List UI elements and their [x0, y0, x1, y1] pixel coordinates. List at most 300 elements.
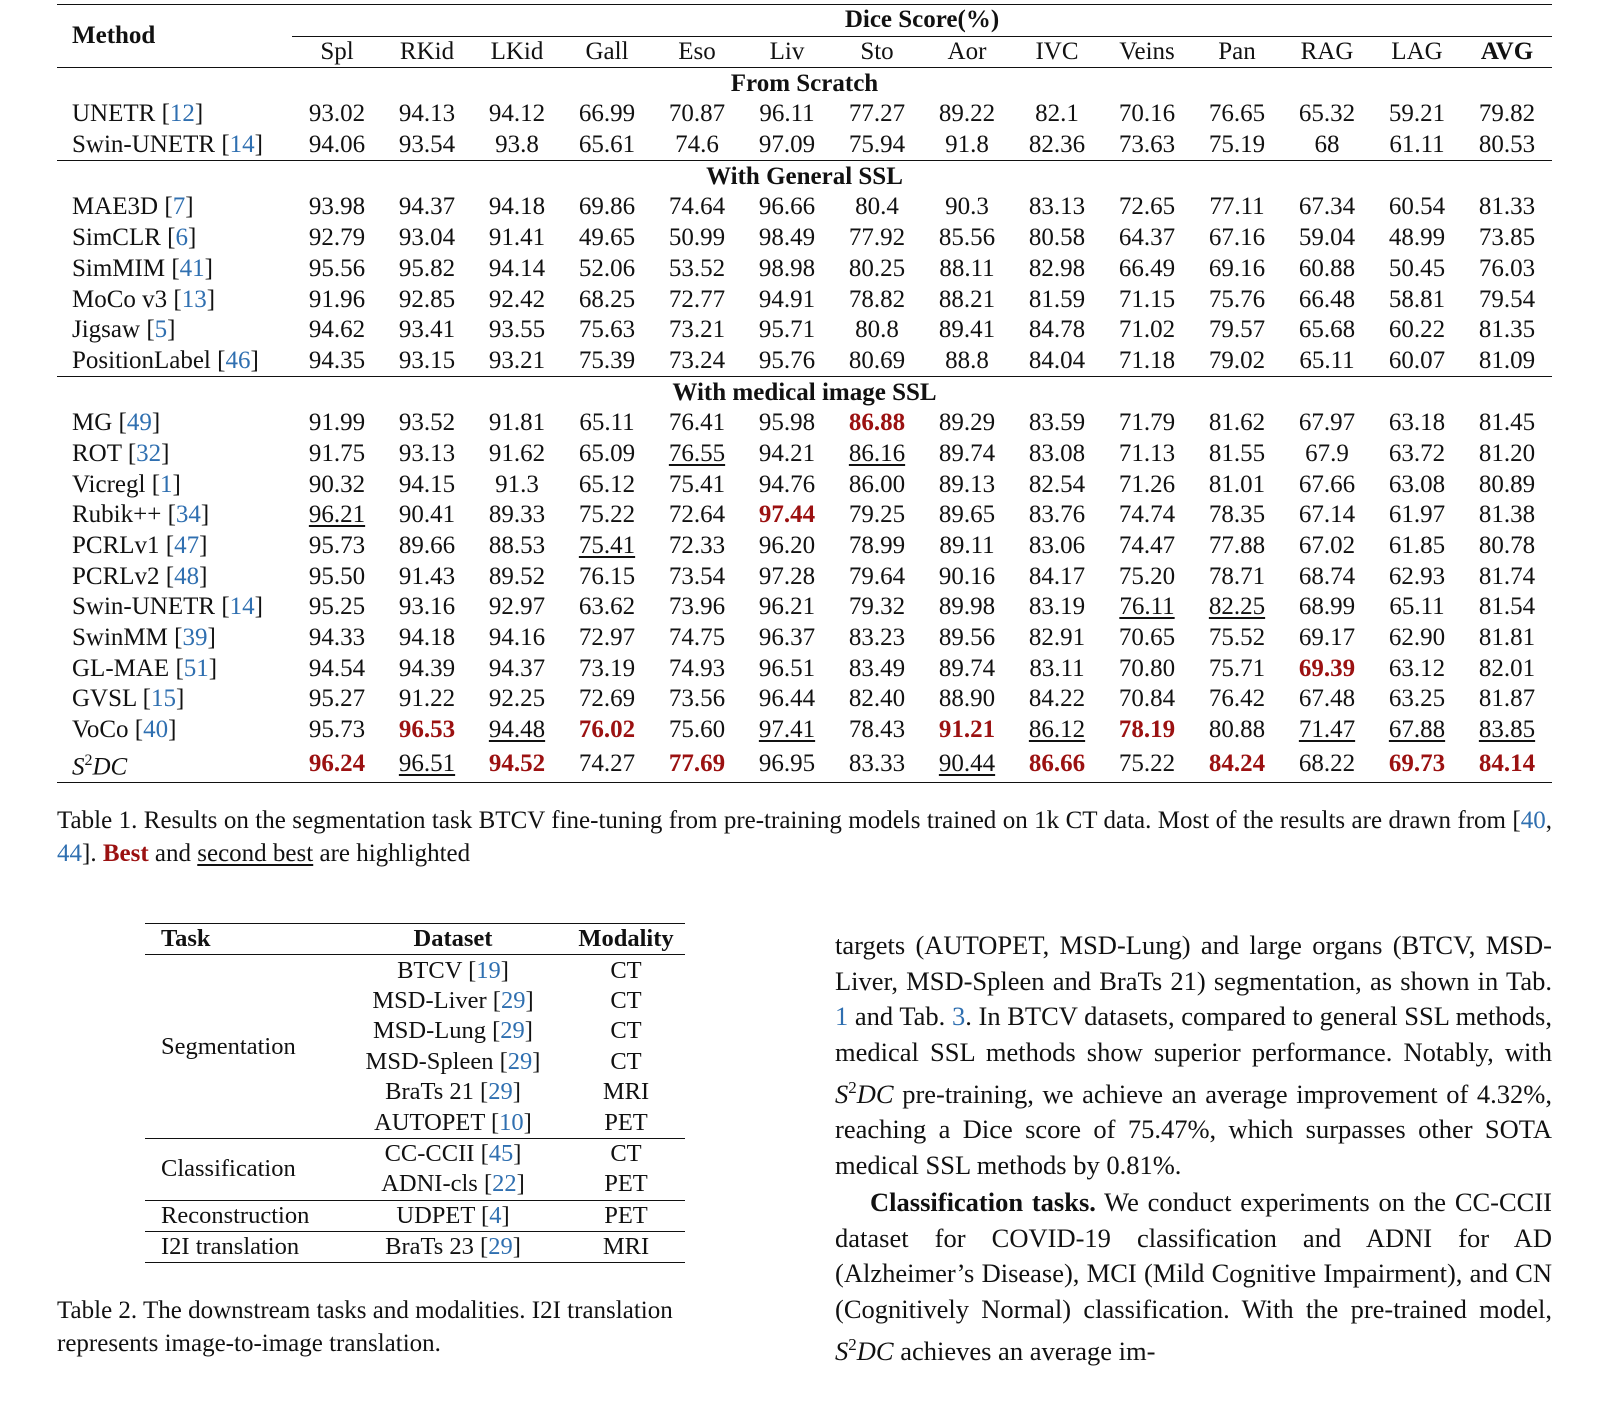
- score-cell: 81.62: [1208, 409, 1266, 437]
- table-row: [57, 561, 1552, 592]
- citation-link[interactable]: 7: [172, 193, 186, 221]
- score-cell: 94.48: [488, 716, 546, 744]
- score-cell: 66.99: [578, 100, 636, 128]
- score-cell: 89.13: [938, 470, 996, 498]
- score-cell: 83.13: [1028, 193, 1086, 221]
- score-cell: 95.56: [308, 254, 366, 282]
- citation-link[interactable]: 12: [169, 100, 195, 128]
- score-cell: 90.32: [308, 470, 366, 498]
- score-cell: 53.52: [668, 254, 726, 282]
- score-cell: 63.62: [578, 593, 636, 621]
- score-cell: 88.21: [938, 285, 996, 313]
- score-cell: 95.73: [308, 716, 366, 744]
- score-cell: 63.12: [1388, 654, 1446, 682]
- score-cell: 81.09: [1478, 346, 1536, 374]
- score-cell: 71.18: [1118, 346, 1176, 374]
- score-cell: 96.51: [758, 654, 816, 682]
- table-row: [57, 592, 1552, 623]
- score-cell: 86.12: [1028, 716, 1086, 744]
- score-cell: 93.16: [398, 593, 456, 621]
- score-cell: 60.07: [1388, 346, 1446, 374]
- citation-link[interactable]: 29: [488, 1233, 513, 1261]
- method-name: GVSL [15]: [72, 685, 185, 713]
- score-cell: 91.99: [308, 409, 366, 437]
- score-cell: 74.27: [562, 746, 652, 783]
- score-cell: 94.18: [398, 624, 456, 652]
- dataset-cell: MSD-Spleen [29]: [365, 1047, 541, 1075]
- score-cell: 81.74: [1478, 562, 1536, 590]
- paragraph: Classification tasks. We conduct experiments on the CC-CCII dataset for COVID-19 classification and ADNI for AD (Alzheimer’s Disease), MCI (Mild Cognitive Impairment), and CN (Cognitively Normal) classification. With the pre-trained model, $S^2DC$ achieves an average im-: [835, 1187, 1552, 1367]
- score-cell: 72.64: [668, 501, 726, 529]
- method-name: MAE3D [7]: [72, 193, 194, 221]
- method-header: Method: [57, 5, 292, 68]
- score-cell: 69.86: [578, 193, 636, 221]
- score-cell: 82.01: [1478, 654, 1536, 682]
- score-cell: 89.65: [938, 501, 996, 529]
- task-cell: Segmentation: [161, 1032, 296, 1060]
- score-cell: 76.42: [1208, 685, 1266, 713]
- score-cell: 70.65: [1118, 624, 1176, 652]
- score-cell: 80.4: [855, 193, 899, 221]
- score-cell: 75.22: [1102, 746, 1192, 783]
- method-name: SimCLR [6]: [72, 224, 197, 252]
- table-row: [57, 315, 1552, 346]
- score-cell: 71.26: [1118, 470, 1176, 498]
- score-cell: 89.66: [398, 532, 456, 560]
- score-cell: 91.62: [488, 439, 546, 467]
- table-row: [57, 653, 1552, 684]
- column-header: Spl: [320, 38, 354, 66]
- score-cell: 78.71: [1208, 562, 1266, 590]
- score-cell: 96.51: [382, 746, 472, 783]
- column-header: Sto: [860, 38, 894, 66]
- score-cell: 74.6: [675, 131, 719, 159]
- score-cell: 79.54: [1478, 285, 1536, 313]
- score-cell: 95.73: [308, 532, 366, 560]
- score-cell: 67.14: [1298, 501, 1356, 529]
- score-cell: 76.11: [1119, 593, 1175, 621]
- score-cell: 89.52: [488, 562, 546, 590]
- score-cell: 68.25: [578, 285, 636, 313]
- score-cell: 83.59: [1028, 409, 1086, 437]
- score-cell: 63.25: [1388, 685, 1446, 713]
- modality-header: Modality: [567, 924, 685, 955]
- score-cell: 72.65: [1118, 193, 1176, 221]
- table-row: [57, 531, 1552, 562]
- score-cell: 74.75: [668, 624, 726, 652]
- score-cell: 96.20: [758, 532, 816, 560]
- score-cell: 74.74: [1118, 501, 1176, 529]
- task-cell: Reconstruction: [145, 1200, 339, 1231]
- score-cell: 75.52: [1208, 624, 1266, 652]
- score-cell: 94.37: [488, 654, 546, 682]
- score-cell: 97.44: [758, 501, 816, 529]
- score-cell: 93.54: [398, 131, 456, 159]
- method-name: UNETR [12]: [72, 100, 204, 128]
- citation-link[interactable]: 29: [488, 1078, 513, 1106]
- citation-link[interactable]: 41: [179, 254, 205, 282]
- score-cell: 65.11: [1389, 593, 1445, 621]
- score-cell: 78.82: [848, 285, 906, 313]
- score-cell: 94.18: [488, 193, 546, 221]
- column-header: Eso: [678, 38, 716, 66]
- score-cell: 73.24: [668, 346, 726, 374]
- citation-link[interactable]: 29: [507, 1047, 533, 1075]
- score-cell: 48.99: [1388, 224, 1446, 252]
- citation-link[interactable]: 29: [500, 1017, 525, 1045]
- score-cell: 89.74: [938, 654, 996, 682]
- score-cell: 59.21: [1388, 100, 1446, 128]
- table-row: [145, 1138, 685, 1169]
- score-cell: 76.55: [668, 439, 726, 467]
- score-cell: 84.24: [1192, 746, 1282, 783]
- score-cell: 84.14: [1462, 746, 1552, 783]
- score-cell: 75.41: [578, 532, 636, 560]
- score-cell: 68.99: [1298, 593, 1356, 621]
- method-name: PositionLabel [46]: [72, 346, 259, 374]
- score-cell: 94.37: [398, 193, 456, 221]
- score-cell: 83.85: [1478, 716, 1536, 744]
- citation-link[interactable]: 6: [175, 224, 188, 252]
- score-cell: 65.61: [578, 131, 636, 159]
- score-cell: 96.11: [759, 100, 815, 128]
- score-cell: 65.09: [578, 439, 636, 467]
- score-cell: 90.41: [398, 501, 456, 529]
- score-cell: 94.06: [308, 131, 366, 159]
- score-cell: 80.88: [1208, 716, 1266, 744]
- score-cell: 71.47: [1298, 716, 1356, 744]
- method-name: Jigsaw [5]: [72, 316, 176, 344]
- method-name: PCRLv1 [47]: [72, 532, 208, 560]
- score-cell: 96.37: [758, 624, 816, 652]
- column-header: LKid: [490, 38, 544, 66]
- score-cell: 68.22: [1282, 746, 1372, 783]
- score-cell: 86.66: [1012, 746, 1102, 783]
- score-cell: 76.02: [578, 716, 636, 744]
- score-cell: 94.52: [472, 746, 562, 783]
- score-cell: 70.84: [1118, 685, 1176, 713]
- score-cell: 73.21: [668, 316, 726, 344]
- table-row: [145, 1231, 685, 1262]
- score-cell: 78.99: [848, 532, 906, 560]
- score-cell: 79.64: [848, 562, 906, 590]
- score-cell: 75.22: [578, 501, 636, 529]
- score-cell: 91.75: [308, 439, 366, 467]
- modality-cell: MRI: [602, 1078, 650, 1106]
- score-cell: 75.60: [668, 716, 726, 744]
- score-cell: 90.3: [945, 193, 989, 221]
- column-header: Pan: [1218, 38, 1256, 66]
- score-cell: 82.36: [1028, 131, 1086, 159]
- column-header: RKid: [399, 38, 455, 66]
- citation-link[interactable]: 14: [229, 593, 255, 621]
- score-cell: 88.8: [945, 346, 989, 374]
- table-row: [57, 439, 1552, 470]
- modality-cell: CT: [610, 956, 642, 984]
- score-cell: 80.78: [1478, 532, 1536, 560]
- second-best-legend: second best: [197, 840, 314, 867]
- score-cell: 96.53: [398, 716, 456, 744]
- score-cell: 92.25: [488, 685, 546, 713]
- score-cell: 96.24: [292, 746, 382, 783]
- score-cell: 81.45: [1478, 409, 1536, 437]
- score-cell: 75.71: [1208, 654, 1266, 682]
- dataset-cell: CC-CCII [45]: [339, 1138, 567, 1169]
- modality-cell: CT: [610, 1047, 642, 1075]
- tasks-table-body: [145, 955, 685, 1263]
- score-cell: 88.11: [939, 254, 995, 282]
- modality-cell: CT: [567, 1138, 685, 1169]
- results-table-body: [57, 68, 1552, 782]
- score-cell: 72.97: [578, 624, 636, 652]
- score-cell: 93.04: [398, 224, 456, 252]
- score-cell: 74.64: [668, 193, 726, 221]
- score-cell: 97.28: [758, 562, 816, 590]
- score-cell: 65.12: [578, 470, 636, 498]
- citation-link[interactable]: 15: [150, 685, 176, 713]
- score-cell: 69.73: [1372, 746, 1462, 783]
- score-cell: 67.34: [1298, 193, 1356, 221]
- column-header: AVG: [1480, 38, 1534, 66]
- score-cell: 93.02: [308, 100, 366, 128]
- score-cell: 86.00: [848, 470, 906, 498]
- paragraph-heading: Classification tasks.: [870, 1187, 1096, 1218]
- method-name: MoCo v3 [13]: [72, 285, 216, 313]
- table-row: [57, 346, 1552, 377]
- citation-link[interactable]: 10: [499, 1108, 524, 1136]
- column-header: Gall: [585, 38, 629, 66]
- score-cell: 77.69: [652, 746, 742, 783]
- table-row: [57, 223, 1552, 254]
- method-name: $S^2DC$: [57, 746, 292, 783]
- score-cell: 69.16: [1208, 254, 1266, 282]
- score-cell: 60.88: [1298, 254, 1356, 282]
- score-cell: 75.19: [1208, 131, 1266, 159]
- score-cell: 67.66: [1298, 470, 1356, 498]
- method-name: GL-MAE [51]: [72, 654, 218, 682]
- score-cell: 81.38: [1478, 501, 1536, 529]
- score-cell: 70.80: [1118, 654, 1176, 682]
- citation-link[interactable]: 32: [136, 439, 162, 467]
- score-cell: 77.88: [1208, 532, 1266, 560]
- dataset-cell: BraTs 23 [29]: [339, 1231, 567, 1262]
- citation-link[interactable]: 44: [57, 840, 82, 867]
- score-cell: 91.3: [495, 470, 539, 498]
- score-cell: 83.08: [1028, 439, 1086, 467]
- score-cell: 91.21: [938, 716, 996, 744]
- score-cell: 81.20: [1478, 439, 1536, 467]
- citation-link[interactable]: 46: [225, 346, 251, 374]
- score-cell: 89.33: [488, 501, 546, 529]
- score-cell: 94.15: [398, 470, 456, 498]
- method-name: $S^2DC$: [835, 1078, 894, 1109]
- score-cell: 95.98: [758, 409, 816, 437]
- citation-link[interactable]: 34: [175, 501, 201, 529]
- table-row: [57, 715, 1552, 746]
- score-cell: 78.43: [848, 716, 906, 744]
- method-name: Swin-UNETR [14]: [72, 593, 263, 621]
- dataset-header: Dataset: [339, 924, 567, 955]
- method-name: Rubik++ [34]: [72, 501, 210, 529]
- score-cell: 68.74: [1298, 562, 1356, 590]
- score-cell: 88.53: [488, 532, 546, 560]
- score-cell: 95.25: [308, 593, 366, 621]
- score-cell: 93.21: [488, 346, 546, 374]
- citation-link[interactable]: 45: [488, 1139, 514, 1167]
- score-cell: 70.16: [1118, 100, 1176, 128]
- score-cell: 68: [1314, 131, 1340, 159]
- score-cell: 89.22: [938, 100, 996, 128]
- score-cell: 94.21: [758, 439, 816, 467]
- citation-link[interactable]: 29: [500, 986, 526, 1014]
- score-cell: 81.54: [1478, 593, 1536, 621]
- score-cell: 81.35: [1478, 316, 1536, 344]
- section-header: With medical image SSL: [57, 377, 1552, 408]
- score-cell: 79.25: [848, 501, 906, 529]
- score-cell: 63.08: [1388, 470, 1446, 498]
- score-cell: 97.09: [758, 131, 816, 159]
- results-table: [57, 4, 1552, 783]
- citation-link[interactable]: 4: [489, 1201, 502, 1229]
- score-cell: 96.44: [758, 685, 816, 713]
- score-cell: 89.41: [938, 316, 996, 344]
- score-cell: 89.74: [938, 439, 996, 467]
- citation-link[interactable]: 5: [154, 316, 168, 344]
- score-cell: 67.16: [1208, 224, 1266, 252]
- citation-link[interactable]: 40: [143, 716, 169, 744]
- score-cell: 79.32: [848, 593, 906, 621]
- score-cell: 95.82: [398, 254, 456, 282]
- score-cell: 76.65: [1208, 100, 1266, 128]
- citation-link[interactable]: 40: [1520, 807, 1546, 834]
- score-cell: 50.45: [1388, 254, 1446, 282]
- score-cell: 69.39: [1298, 654, 1356, 682]
- score-cell: 75.76: [1208, 285, 1266, 313]
- score-cell: 81.81: [1478, 624, 1536, 652]
- score-cell: 75.20: [1118, 562, 1176, 590]
- citation-link[interactable]: 13: [181, 285, 207, 313]
- score-cell: 83.23: [848, 624, 906, 652]
- modality-cell: CT: [610, 986, 642, 1014]
- method-name: VoCo [40]: [72, 716, 177, 744]
- score-cell: 86.16: [848, 439, 906, 467]
- score-cell: 83.19: [1028, 593, 1086, 621]
- section-header: From Scratch: [57, 68, 1552, 99]
- score-cell: 49.65: [578, 224, 636, 252]
- score-cell: 94.54: [308, 654, 366, 682]
- score-cell: 65.32: [1298, 100, 1356, 128]
- table-row: [57, 99, 1552, 130]
- score-cell: 72.69: [578, 685, 636, 713]
- score-cell: 62.90: [1388, 624, 1446, 652]
- score-cell: 72.33: [668, 532, 726, 560]
- tasks-table: [145, 923, 685, 1263]
- score-cell: 94.62: [308, 316, 366, 344]
- table-row: [57, 623, 1552, 654]
- method-name: Vicregl [1]: [72, 470, 181, 498]
- column-header: Veins: [1119, 38, 1175, 66]
- score-cell: 85.56: [938, 224, 996, 252]
- modality-cell: CT: [610, 1017, 642, 1045]
- score-cell: 77.11: [1209, 193, 1265, 221]
- score-cell: 94.16: [488, 624, 546, 652]
- score-cell: 92.97: [488, 593, 546, 621]
- score-cell: 67.48: [1298, 685, 1356, 713]
- dice-score-header: Dice Score(%): [292, 5, 1552, 37]
- score-cell: 81.55: [1208, 439, 1266, 467]
- score-cell: 67.9: [1305, 439, 1349, 467]
- citation-link[interactable]: 39: [182, 624, 208, 652]
- citation-link[interactable]: 47: [174, 532, 200, 560]
- score-cell: 65.11: [1299, 346, 1355, 374]
- dataset-cell: MSD-Liver [29]: [372, 986, 534, 1014]
- citation-link[interactable]: 14: [229, 131, 255, 159]
- score-cell: 95.76: [758, 346, 816, 374]
- score-cell: 95.27: [308, 685, 366, 713]
- score-cell: 83.49: [848, 654, 906, 682]
- modality-cell: MRI: [567, 1231, 685, 1262]
- score-cell: 79.02: [1208, 346, 1266, 374]
- score-cell: 76.03: [1478, 254, 1536, 282]
- score-cell: 92.85: [398, 285, 456, 313]
- citation-link[interactable]: 19: [476, 956, 501, 984]
- citation-link[interactable]: 48: [174, 562, 200, 590]
- score-cell: 65.11: [579, 409, 635, 437]
- score-cell: 65.68: [1298, 316, 1356, 344]
- score-cell: 81.87: [1478, 685, 1536, 713]
- score-cell: 73.56: [668, 685, 726, 713]
- table-ref-link[interactable]: 1: [835, 1001, 849, 1031]
- score-cell: 80.89: [1478, 470, 1536, 498]
- score-cell: 94.33: [308, 624, 366, 652]
- score-cell: 71.15: [1118, 285, 1176, 313]
- dataset-cell: UDPET [4]: [339, 1200, 567, 1231]
- score-cell: 97.41: [758, 716, 816, 744]
- score-cell: 95.50: [308, 562, 366, 590]
- column-header: Liv: [769, 38, 805, 66]
- score-cell: 89.11: [939, 532, 995, 560]
- table-ref-link[interactable]: 3: [951, 1001, 966, 1031]
- score-cell: 80.69: [848, 346, 906, 374]
- score-cell: 80.25: [848, 254, 906, 282]
- table-row: [57, 192, 1552, 223]
- method-name: $S^2DC$: [835, 1335, 894, 1367]
- score-cell: 73.19: [578, 654, 636, 682]
- score-cell: 75.39: [578, 346, 636, 374]
- table-row: [57, 130, 1552, 161]
- method-name: MG [49]: [72, 409, 161, 437]
- citation-link[interactable]: 1: [160, 470, 173, 498]
- score-cell: 63.72: [1388, 439, 1446, 467]
- citation-link[interactable]: 22: [492, 1170, 517, 1198]
- score-cell: 61.85: [1388, 532, 1446, 560]
- score-cell: 88.90: [938, 685, 996, 713]
- score-cell: 81.33: [1478, 193, 1536, 221]
- score-cell: 75.41: [668, 470, 726, 498]
- caption-label: Table 2.: [57, 1297, 138, 1324]
- score-cell: 84.78: [1028, 316, 1086, 344]
- column-header: LAG: [1391, 38, 1443, 66]
- score-cell: 94.91: [758, 285, 816, 313]
- score-cell: 92.42: [488, 285, 546, 313]
- score-cell: 52.06: [578, 254, 636, 282]
- score-cell: 74.47: [1118, 532, 1176, 560]
- score-cell: 73.54: [668, 562, 726, 590]
- table-row: [57, 500, 1552, 531]
- citation-link[interactable]: 49: [126, 409, 152, 437]
- citation-link[interactable]: 51: [183, 654, 209, 682]
- score-cell: 82.91: [1028, 624, 1086, 652]
